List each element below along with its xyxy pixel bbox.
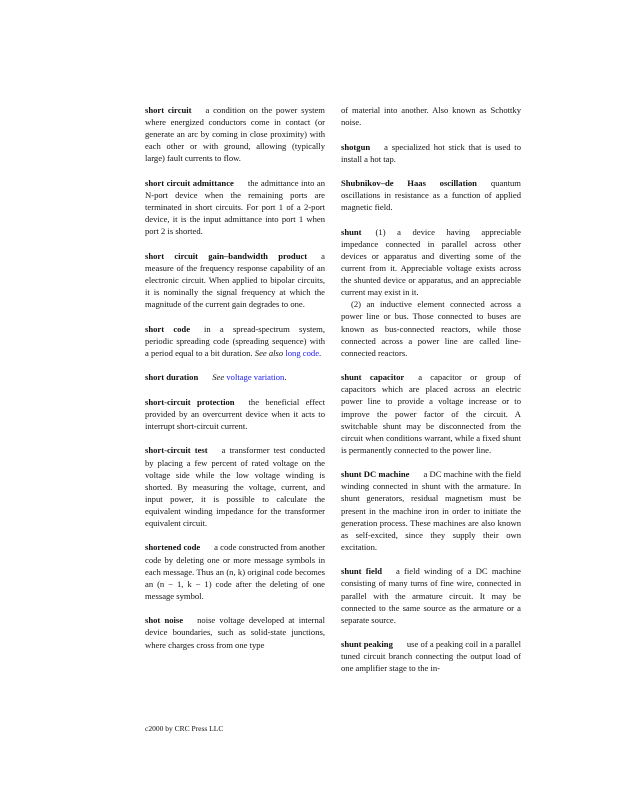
- term: short code: [145, 323, 191, 334]
- term: shot noise: [145, 615, 184, 626]
- left-column: [145, 104, 325, 663]
- definition: a field winding of a DC machine consisting of many turns of fine wire, connected in parallel with the armature circuit. It may be connected to the same source as the armature or a separate source.: [341, 566, 521, 625]
- definition: (1) a device having appreciable impedance connected in parallel across other devices or apparatus and diverting some of the current from it. Appreciable voltage exists across the shunted device or apparatus, and an appreciable current may exist in it.: [341, 226, 521, 298]
- link-long-code[interactable]: long code: [285, 347, 320, 358]
- definition-part-2: (2) an inductive element connected across a power line or bus. Those connected to buses are known as bus-connected reactors, while those connected across a power line are called line-connected reactors.: [341, 299, 521, 358]
- definition: a specialized hot stick that is used to install a hot tap.: [341, 141, 521, 164]
- entry-shot-noise-continued: [341, 104, 521, 128]
- entry-shunt-field: [341, 565, 521, 625]
- entry-shotgun: [341, 141, 521, 165]
- definition: use of a peaking coil in a parallel tuned circuit branch connecting the output load of one amplifier stage to the in-: [341, 639, 521, 674]
- right-column: [341, 104, 521, 687]
- definition: a measure of the frequency response capability of an electronic circuit. When applied to bipolar circuits, it is nominally the signal frequency at which the magnitude of the current gain degrades to one.: [145, 250, 325, 310]
- entry-shubnikov-de-haas: [341, 177, 521, 213]
- entry-shunt: [341, 226, 521, 359]
- definition: a capacitor or group of capacitors which are placed across an electric power line to provide a voltage increase or to improve the power factor of the circuit. A switchable shunt may be disconnected from the circuit when conditions warrant, while a fixed shunt is permanently connected to the power line.: [341, 372, 522, 455]
- term: shortened code: [145, 542, 201, 553]
- term: shunt peaking: [341, 639, 393, 650]
- term: shunt field: [341, 566, 382, 577]
- entry-shunt-capacitor: [341, 371, 521, 456]
- entry-short-duration: short duration See voltage variation.: [145, 372, 287, 383]
- entry-short-circuit: [145, 104, 325, 164]
- link-voltage-variation[interactable]: voltage variation: [226, 372, 285, 383]
- entry-shunt-peaking: [341, 638, 521, 674]
- term: short duration: [145, 372, 199, 383]
- definition: in a spread-spectrum system, periodic spreading code (spreading sequence) with a period equal to a bit duration.: [145, 323, 325, 358]
- entry-short-circuit-test: [145, 444, 325, 529]
- entry-shunt-dc-machine: [341, 468, 521, 553]
- term: short circuit gain–bandwidth product: [145, 250, 308, 261]
- entry-shortened-code: [145, 541, 325, 601]
- term: shotgun: [341, 141, 371, 152]
- entry-short-circuit-admittance: [145, 177, 325, 237]
- definition: the beneficial effect provided by an overcurrent device when it acts to interrupt short-circuit current.: [145, 396, 325, 431]
- copyright-footer: c2000 by CRC Press LLC: [145, 724, 224, 733]
- definition: a code constructed from another code by deleting one or more message symbols in each message. Thus an (n, k) original code becomes an (n − 1, k − 1) code after the deleting of one message symbol.: [145, 542, 326, 601]
- entry-short-circuit-gain-bandwidth: [145, 250, 325, 310]
- definition: the admittance into an N-port device when the remaining ports are terminated in short circuits. For port 1 of a 2-port device, it is the input admittance into port 1 when port 2 is shorted.: [145, 177, 325, 237]
- term: short circuit admittance: [145, 177, 234, 188]
- definition: of material into another. Also known as Schottky noise.: [341, 105, 521, 128]
- term: short-circuit protection: [145, 396, 235, 407]
- entry-short-code: short code in a spread-spectrum system, periodic spreading code (spreading sequence) with a period equal to a bit duration. See also long code.: [145, 323, 325, 358]
- definition: a transformer test conducted by placing a few percent of rated voltage on the voltage side while the low voltage winding is shorted. By measuring the voltage, current, and input power, it is possible to calculate the equivalent winding impedance for the transformer equivalent circuit.: [145, 445, 325, 528]
- definition: a DC machine with the field winding connected in shunt with the armature. In shunt generators, residual magnetism must be present in the machine iron in order to initiate the generation process. These machines are also known as self-excited, since they supply their own excitation.: [341, 469, 521, 552]
- term: short circuit: [145, 105, 192, 115]
- term: short-circuit test: [145, 445, 208, 456]
- definition: a condition on the power system where energized conductors come in contact (or generate an arc by coming in close proximity) with each other or with ground, allowing (typically large) fault currents to flow.: [145, 105, 325, 164]
- see-label: See: [212, 372, 225, 383]
- term: shunt capacitor: [341, 372, 405, 383]
- entry-shot-noise: [145, 614, 325, 650]
- term: shunt: [341, 226, 362, 237]
- definition: noise voltage developed at internal device boundaries, such as solid-state junctions, where charges cross from one type: [145, 615, 325, 650]
- entry-short-circuit-protection: [145, 396, 325, 432]
- term: shunt DC machine: [341, 469, 410, 480]
- definition: quantum oscillations in resistance as a function of applied magnetic field.: [341, 178, 521, 213]
- term: Shubnikov–de Haas oscillation: [341, 178, 477, 189]
- see-also-label: See also: [254, 347, 284, 358]
